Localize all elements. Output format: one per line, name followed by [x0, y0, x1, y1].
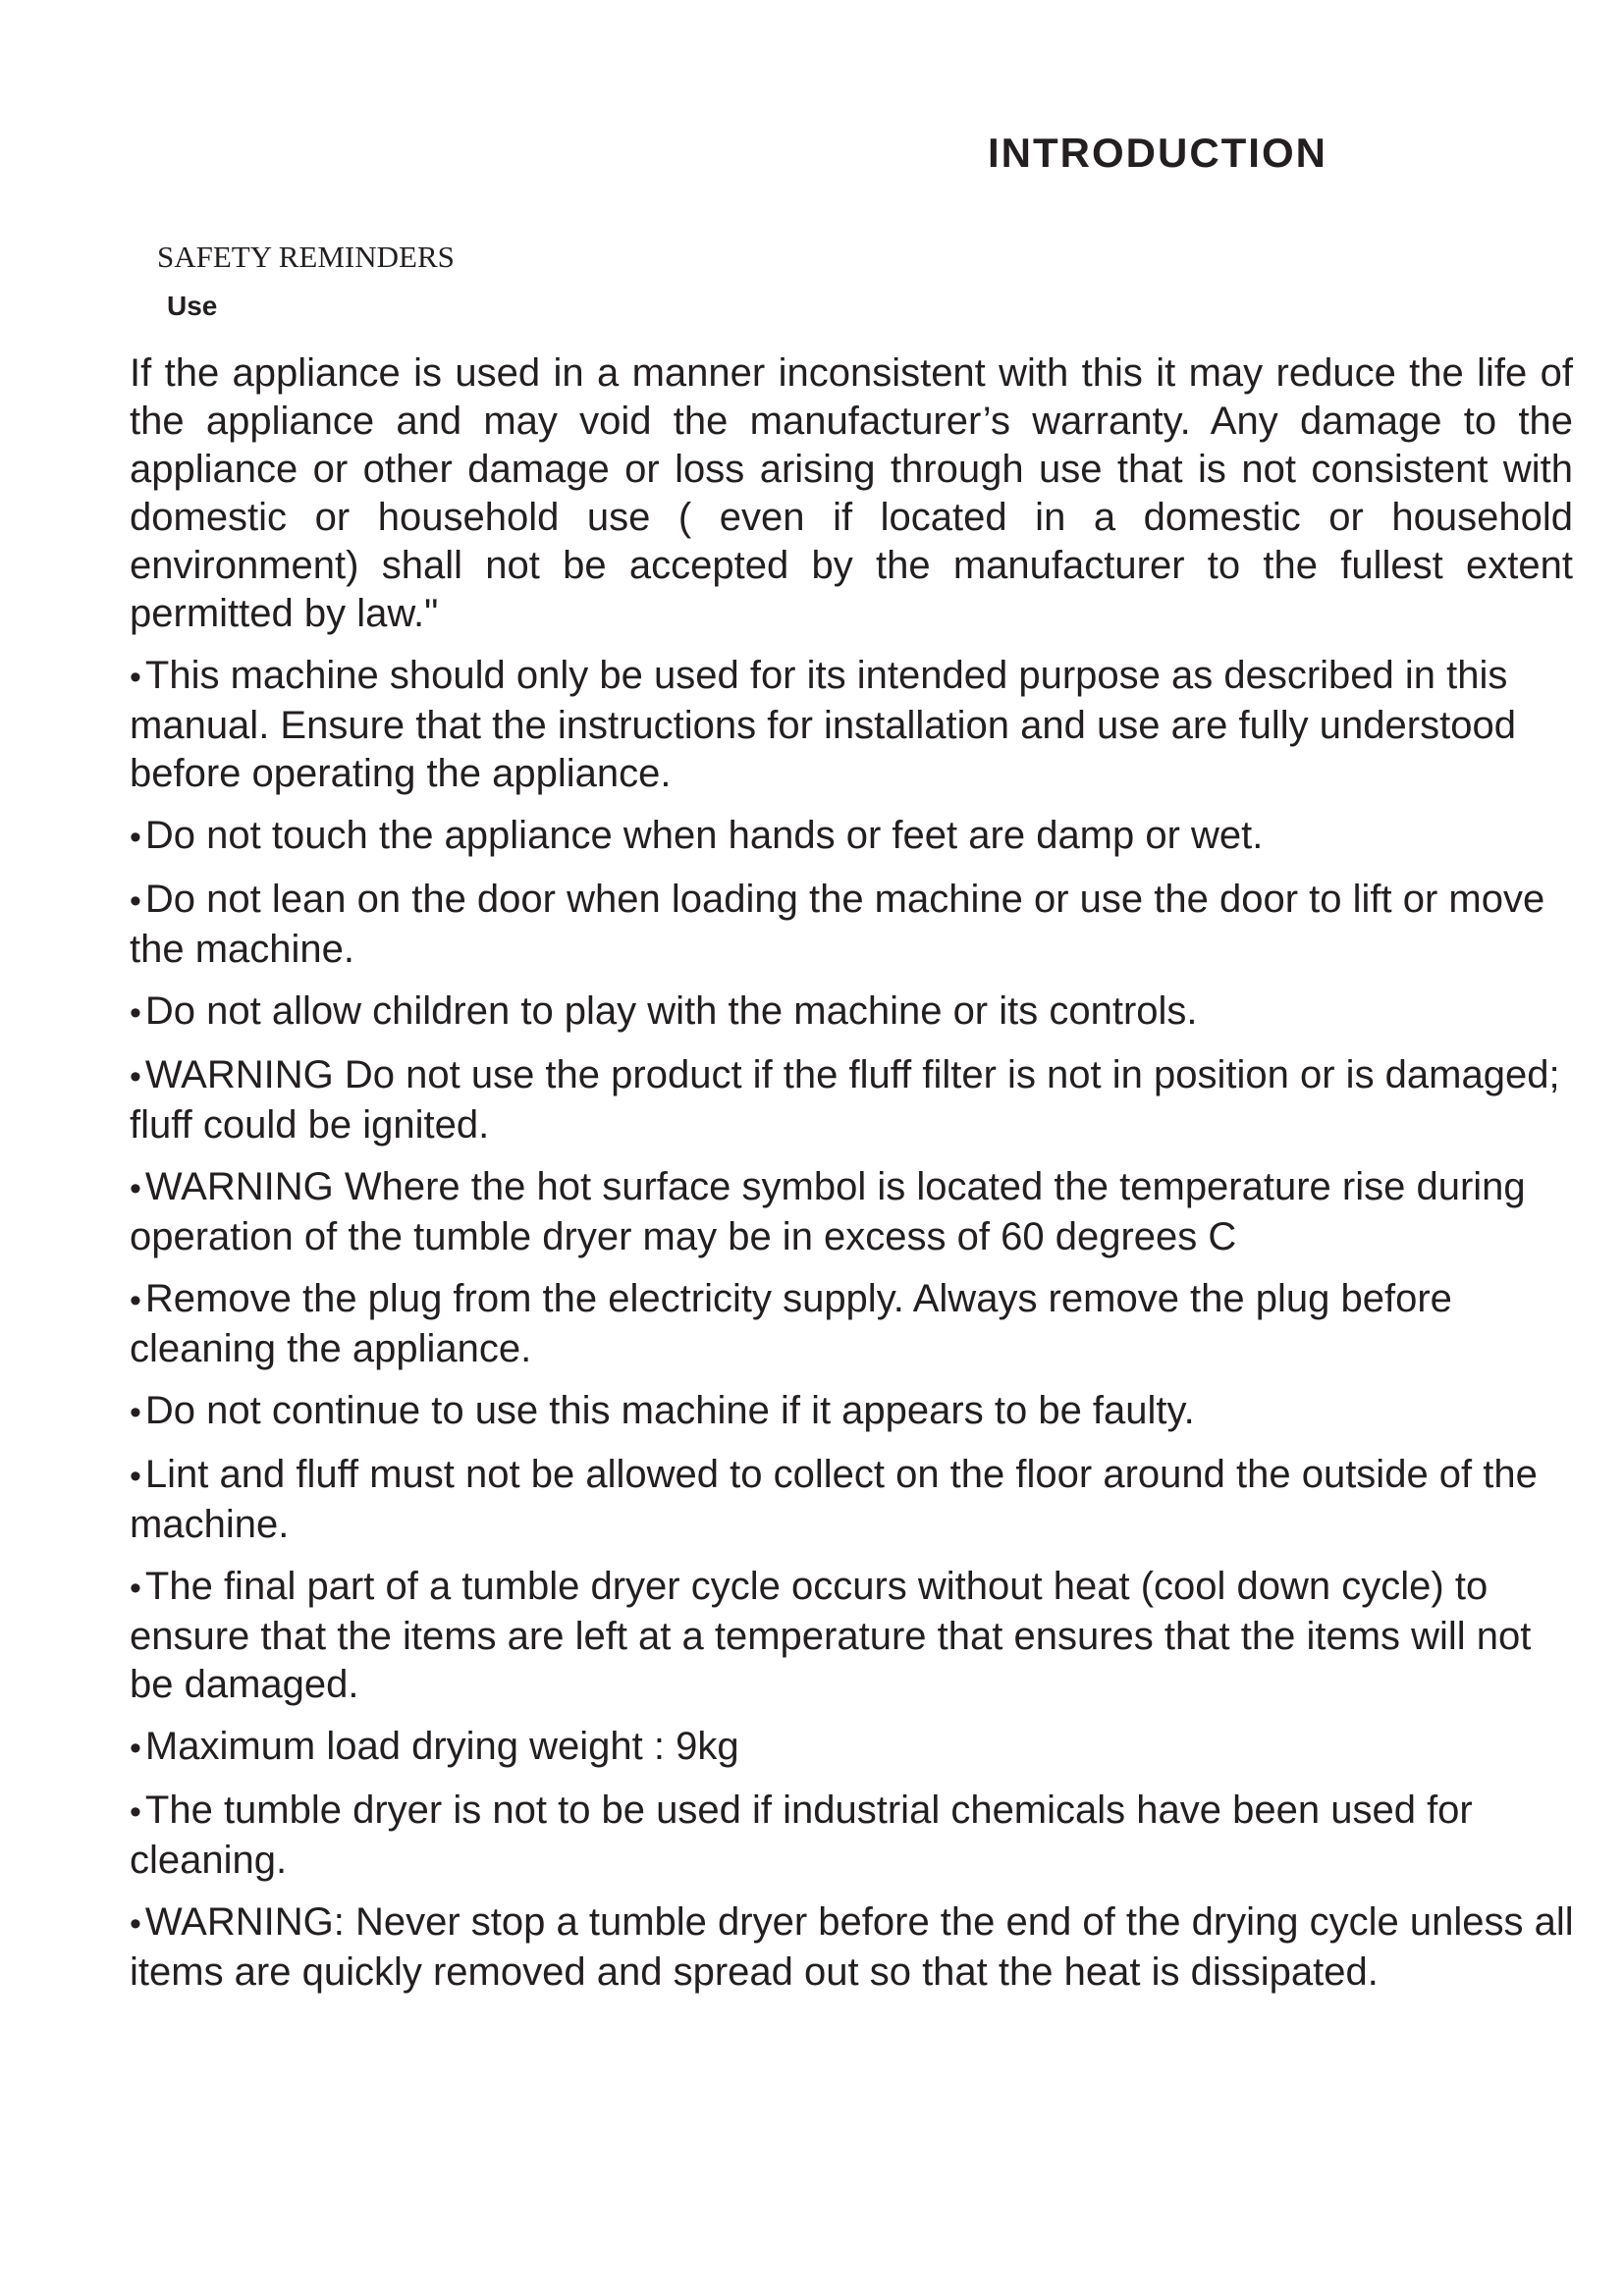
- bullet-mark: •: [130, 1793, 141, 1831]
- bullet-mark: •: [130, 1282, 141, 1319]
- bullet-mark: •: [130, 1730, 141, 1767]
- safety-bullet: [130, 1051, 1583, 1149]
- safety-bullet-list: [130, 652, 1583, 1997]
- safety-bullet: [130, 1163, 1583, 1261]
- bullet-mark: •: [130, 882, 141, 920]
- safety-bullet: [130, 812, 1583, 862]
- bullet-text: Lint and fluff must not be allowed to collect on the floor around the outside of the machine.: [130, 1453, 1538, 1546]
- intro-paragraph: If the appliance is used in a manner inconsistent with this it may reduce the life of the appliance and may void the manufacturer’s warranty. Any damage to the appliance or other damage or loss arising through use that is not consistent with domestic or household use ( even if located in a domestic or household environment) shall not be accepted by the manufacturer to the fullest extent permitted by law.": [130, 351, 1573, 635]
- bullet-mark: •: [130, 1570, 141, 1607]
- safety-bullet: [130, 1275, 1583, 1373]
- document-body: [130, 349, 1583, 2010]
- bullet-text: This machine should only be used for its intended purpose as described in this manual. Ensure that the instructions for installation and use are fully understood before operating the appliance.: [130, 654, 1516, 795]
- bullet-mark: •: [130, 659, 141, 696]
- bullet-mark: •: [130, 1458, 141, 1495]
- bullet-text: WARNING: Never stop a tumble dryer before the end of the drying cycle unless all items are quickly removed and spread out so that the heat is dissipated.: [130, 1900, 1574, 1994]
- bullet-text: WARNING Where the hot surface symbol is located the temperature rise during operation of the tumble dryer may be in excess of 60 degrees C: [130, 1165, 1526, 1258]
- safety-bullet: [130, 1898, 1583, 1997]
- bullet-mark: •: [130, 1058, 141, 1095]
- bullet-text: Do not touch the appliance when hands or feet are damp or wet.: [144, 814, 1264, 857]
- safety-bullet: [130, 1563, 1583, 1709]
- bullet-text: The tumble dryer is not to be used if industrial chemicals have been used for cleaning.: [130, 1789, 1473, 1882]
- bullet-text: Remove the plug from the electricity supply. Always remove the plug before cleaning the appliance.: [130, 1277, 1452, 1370]
- safety-bullet: [130, 1387, 1583, 1437]
- bullet-text: WARNING Do not use the product if the fluff filter is not in position or is damaged; fluff could be ignited.: [130, 1053, 1560, 1147]
- bullet-mark: •: [130, 1394, 141, 1431]
- bullet-text: Do not continue to use this machine if it appears to be faulty.: [144, 1389, 1195, 1432]
- bullet-mark: •: [130, 1170, 141, 1207]
- bullet-mark: •: [130, 994, 141, 1032]
- bullet-text: Maximum load drying weight : 9kg: [144, 1725, 739, 1768]
- safety-bullet: [130, 876, 1583, 974]
- safety-bullet: [130, 1723, 1583, 1773]
- bullet-mark: •: [130, 1905, 141, 1943]
- bullet-text: Do not lean on the door when loading the machine or use the door to lift or move the machine.: [130, 878, 1545, 971]
- bullet-text: Do not allow children to play with the machine or its controls.: [144, 989, 1198, 1033]
- page-title: INTRODUCTION: [988, 130, 1327, 176]
- safety-bullet: [130, 988, 1583, 1038]
- safety-bullet: [130, 652, 1583, 798]
- safety-bullet: [130, 1787, 1583, 1885]
- section-title: SAFETY REMINDERS: [157, 240, 455, 274]
- bullet-mark: •: [130, 819, 141, 856]
- subsection-title: Use: [167, 291, 218, 321]
- bullet-text: The final part of a tumble dryer cycle occurs without heat (cool down cycle) to ensure that the items are left at a temperature that ensures that the items will not be damaged.: [130, 1565, 1532, 1706]
- safety-bullet: [130, 1451, 1583, 1549]
